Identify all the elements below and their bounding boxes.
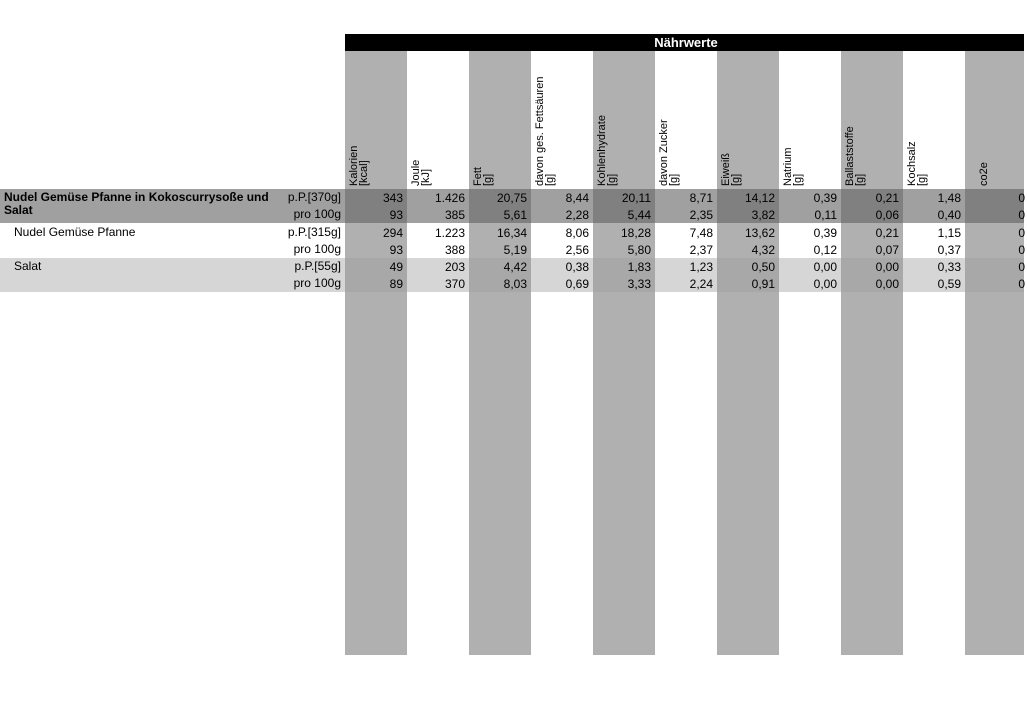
value-cell <box>407 277 469 291</box>
value-cell <box>531 243 593 257</box>
column-header <box>903 46 965 186</box>
value-cell <box>345 277 407 291</box>
row-label: pro 100g <box>293 242 341 256</box>
column-unit: [g] <box>544 173 556 186</box>
value-cell <box>531 191 593 205</box>
value-text: 4,42 <box>503 260 527 274</box>
value-text: 0,40 <box>937 208 961 222</box>
value-cell <box>407 243 469 257</box>
value-text: 7,48 <box>689 226 713 240</box>
value-text: 1.223 <box>434 226 465 240</box>
value-text: 343 <box>382 191 403 205</box>
value-cell <box>345 191 407 205</box>
column-name: Joule <box>410 159 422 186</box>
value-text: 2,35 <box>689 208 713 222</box>
value-text: 0,38 <box>565 260 589 274</box>
column-header <box>965 46 1027 186</box>
row-label: pro 100g <box>293 276 341 290</box>
column-header <box>593 46 655 186</box>
value-cell <box>903 243 965 257</box>
value-text: 203 <box>444 260 465 274</box>
value-cell <box>469 277 531 291</box>
value-cell <box>655 208 717 222</box>
value-cell <box>655 277 717 291</box>
row-label: p.P.[370g] <box>287 190 341 204</box>
column-unit: [g] <box>606 173 618 186</box>
value-cell <box>779 208 841 222</box>
value-cell <box>469 226 531 240</box>
value-text: 0 <box>1018 260 1025 274</box>
value-text: 370 <box>444 277 465 291</box>
value-text: 8,03 <box>503 277 527 291</box>
value-text: 0 <box>1018 208 1025 222</box>
value-cell <box>841 260 903 274</box>
value-cell <box>593 208 655 222</box>
value-cell <box>407 208 469 222</box>
value-cell <box>345 208 407 222</box>
value-text: 93 <box>389 208 403 222</box>
group-name: Salat <box>14 259 42 273</box>
value-cell <box>717 243 779 257</box>
value-text: 5,80 <box>627 243 651 257</box>
value-text: 5,19 <box>503 243 527 257</box>
value-cell <box>841 277 903 291</box>
value-text: 1,23 <box>689 260 713 274</box>
column-header-text <box>783 46 803 186</box>
value-cell <box>531 226 593 240</box>
value-cell <box>903 208 965 222</box>
value-text: 0,11 <box>814 208 837 222</box>
value-text: 388 <box>444 243 465 257</box>
value-cell <box>841 191 903 205</box>
value-text: 0 <box>1018 243 1025 257</box>
column-name: Eiweiß <box>720 152 732 186</box>
value-text: 0,39 <box>813 191 837 205</box>
column-name: Ballaststoffe <box>844 126 856 186</box>
value-text: 0,06 <box>875 208 899 222</box>
value-cell <box>655 226 717 240</box>
value-text: 0,07 <box>875 243 899 257</box>
value-text: 0 <box>1018 226 1025 240</box>
value-text: 49 <box>389 260 403 274</box>
column-header <box>469 46 531 186</box>
value-cell <box>903 260 965 274</box>
value-cell <box>965 260 1024 274</box>
row-label: p.P.[55g] <box>294 259 341 273</box>
value-cell <box>717 208 779 222</box>
value-text: 0,00 <box>875 277 899 291</box>
value-text: 20,75 <box>496 191 527 205</box>
value-text: 0,59 <box>937 277 961 291</box>
value-text: 0,00 <box>875 260 899 274</box>
value-cell <box>965 226 1024 240</box>
value-text: 2,37 <box>689 243 713 257</box>
value-cell <box>965 243 1024 257</box>
value-text: 0,39 <box>813 226 837 240</box>
value-cell <box>841 243 903 257</box>
row-label: pro 100g <box>293 207 341 221</box>
column-header-text <box>659 46 679 186</box>
column-header-text <box>473 46 493 186</box>
group-name: Nudel Gemüse Pfanne <box>14 225 136 239</box>
value-text: 294 <box>382 226 403 240</box>
value-cell <box>345 226 407 240</box>
value-cell <box>655 191 717 205</box>
value-text: 0,21 <box>875 226 899 240</box>
column-name: Kalorien <box>348 145 360 186</box>
value-cell <box>593 226 655 240</box>
value-text: 8,71 <box>689 191 713 205</box>
column-name: Fett <box>472 167 484 186</box>
column-name: Kochsalz <box>906 141 918 186</box>
value-text: 8,44 <box>565 191 589 205</box>
value-cell <box>531 277 593 291</box>
column-name: davon ges. Fettsäuren <box>534 76 546 186</box>
column-header-text <box>907 46 927 186</box>
value-text: 0,50 <box>751 260 775 274</box>
value-cell <box>965 208 1024 222</box>
value-text: 0 <box>1018 191 1025 205</box>
value-text: 20,11 <box>621 191 651 205</box>
column-name: davon Zucker <box>658 119 670 186</box>
value-text: 5,61 <box>503 208 527 222</box>
column-header-text <box>979 46 989 186</box>
value-cell <box>779 226 841 240</box>
value-cell <box>469 191 531 205</box>
value-cell <box>531 208 593 222</box>
value-text: 18,28 <box>620 226 651 240</box>
value-cell <box>717 260 779 274</box>
column-header-text <box>721 46 741 186</box>
value-cell <box>779 277 841 291</box>
group-name: Nudel Gemüse Pfanne in Kokoscurrysoße und Salat <box>4 190 269 217</box>
value-text: 385 <box>444 208 465 222</box>
value-text: 89 <box>389 277 403 291</box>
value-cell <box>593 260 655 274</box>
column-header-text <box>597 46 617 186</box>
column-header <box>841 46 903 186</box>
column-header <box>345 46 407 186</box>
column-unit: [g] <box>730 173 742 186</box>
value-text: 2,28 <box>565 208 589 222</box>
value-text: 0,69 <box>565 277 589 291</box>
value-cell <box>717 191 779 205</box>
column-name: Kohlenhydrate <box>596 115 608 186</box>
value-text: 3,82 <box>751 208 775 222</box>
value-text: 5,44 <box>627 208 651 222</box>
value-cell <box>903 226 965 240</box>
column-header-text <box>535 46 555 186</box>
value-cell <box>469 243 531 257</box>
value-cell <box>407 226 469 240</box>
column-header-text <box>845 46 865 186</box>
value-text: 16,34 <box>496 226 527 240</box>
value-cell <box>841 208 903 222</box>
column-header <box>655 46 717 186</box>
value-text: 0,21 <box>875 191 899 205</box>
value-text: 0,91 <box>751 277 775 291</box>
value-cell <box>965 277 1024 291</box>
column-header-text <box>411 46 431 186</box>
value-cell <box>531 260 593 274</box>
value-cell <box>903 191 965 205</box>
value-text: 13,62 <box>744 226 775 240</box>
value-text: 0 <box>1018 277 1025 291</box>
column-header-text <box>349 46 369 186</box>
value-text: 1,15 <box>937 226 961 240</box>
row-label: p.P.[315g] <box>287 225 341 239</box>
value-cell <box>345 260 407 274</box>
value-text: 1,48 <box>937 191 961 205</box>
column-unit: [kcal] <box>358 160 370 186</box>
value-cell <box>407 260 469 274</box>
value-text: 2,24 <box>689 277 713 291</box>
value-text: 3,33 <box>627 277 651 291</box>
value-text: 1,83 <box>627 260 651 274</box>
value-text: 14,12 <box>744 191 775 205</box>
column-unit: [g] <box>854 173 866 186</box>
value-cell <box>469 208 531 222</box>
value-cell <box>593 277 655 291</box>
value-cell <box>717 277 779 291</box>
value-text: 8,06 <box>565 226 589 240</box>
value-text: 0,12 <box>813 243 837 257</box>
value-cell <box>469 260 531 274</box>
value-cell <box>841 226 903 240</box>
column-header <box>407 46 469 186</box>
value-cell <box>779 243 841 257</box>
value-text: 0,33 <box>937 260 961 274</box>
value-text: 4,32 <box>751 243 775 257</box>
column-name: co2e <box>978 162 990 186</box>
column-unit: [g] <box>916 173 928 186</box>
value-cell <box>655 260 717 274</box>
column-unit: [g] <box>482 173 494 186</box>
column-header <box>717 46 779 186</box>
column-header <box>779 46 841 186</box>
value-cell <box>779 191 841 205</box>
value-cell <box>965 191 1024 205</box>
column-name: Natrium <box>782 147 794 186</box>
value-text: 2,56 <box>565 243 589 257</box>
value-cell <box>779 260 841 274</box>
column-unit: [kJ] <box>420 168 432 186</box>
value-cell <box>717 226 779 240</box>
value-cell <box>593 191 655 205</box>
value-text: 0,00 <box>813 260 837 274</box>
value-cell <box>655 243 717 257</box>
value-text: 1.426 <box>434 191 465 205</box>
column-unit: [g] <box>792 173 804 186</box>
header-band-title: Nährwerte <box>654 35 718 50</box>
value-cell <box>593 243 655 257</box>
value-text: 0,00 <box>813 277 837 291</box>
value-cell <box>345 243 407 257</box>
column-unit: [g] <box>668 173 680 186</box>
value-text: 0,37 <box>937 243 961 257</box>
column-header <box>531 46 593 186</box>
value-cell <box>407 191 469 205</box>
value-text: 93 <box>389 243 403 257</box>
value-cell <box>903 277 965 291</box>
